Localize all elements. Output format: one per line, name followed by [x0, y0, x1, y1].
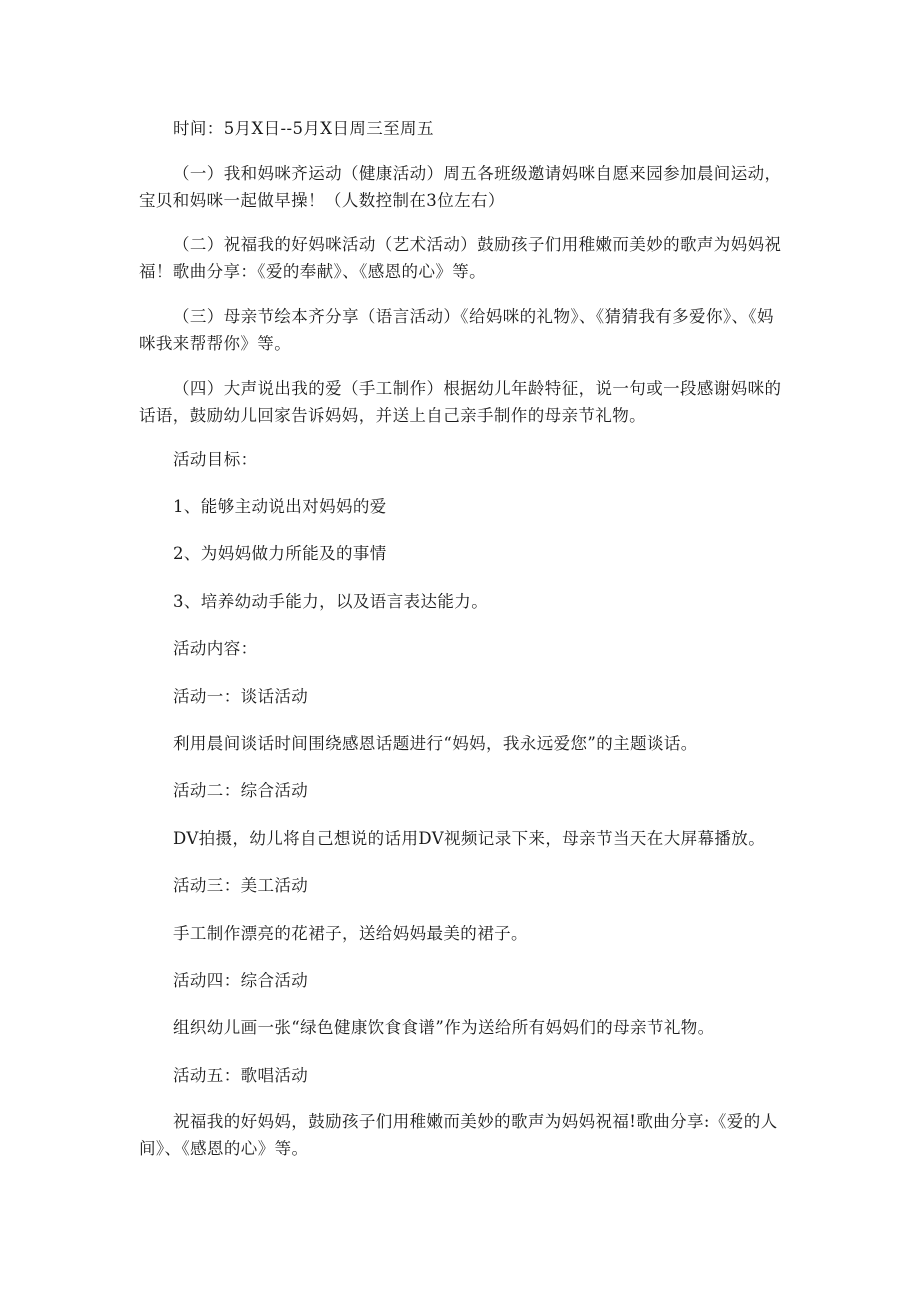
- activity-five-heading: 活动五：歌唱活动: [173, 1066, 309, 1085]
- activity-three-text: 手工制作漂亮的花裙子，送给妈妈最美的裙子。: [173, 924, 528, 943]
- content-heading: 活动内容：: [173, 639, 258, 658]
- activity-item-3: （三）母亲节绘本齐分享（语言活动）《给妈咪的礼物》、《猜猜我有多爱你》、《妈咪我来帮帮你》等。: [139, 307, 774, 353]
- time-line: 时间：5月X日--5月X日周三至周五: [173, 119, 434, 138]
- activity-one-text: 利用晨间谈话时间围绕感恩话题进行“妈妈，我永远爱您”的主题谈话。: [173, 734, 698, 753]
- activity-item-1: （一）我和妈咪齐运动（健康活动）周五各班级邀请妈咪自愿来园参加晨间运动，宝贝和妈咪一起做早操！（人数控制在3位左右）: [139, 164, 782, 210]
- goal-item-2: 2、为妈妈做力所能及的事情: [173, 544, 387, 563]
- activity-item-2: （二）祝福我的好妈咪活动（艺术活动）鼓励孩子们用稚嫩而美妙的歌声为妈妈祝福！歌曲分享：《爱的奉献》、《感恩的心》等。: [139, 235, 782, 281]
- activity-two-heading: 活动二：综合活动: [173, 781, 309, 800]
- goal-item-3: 3、培养幼动手能力，以及语言表达能力。: [173, 592, 489, 611]
- activity-five-text: 祝福我的好妈妈，鼓励孩子们用稚嫩而美妙的歌声为妈妈祝福!歌曲分享:《爱的人间》、《感恩的心》等。: [139, 1112, 778, 1158]
- activity-two-text: DV拍摄，幼儿将自己想说的话用DV视频记录下来，母亲节当天在大屏幕播放。: [173, 829, 766, 848]
- activity-four-text: 组织幼儿画一张“绿色健康饮食食谱”作为送给所有妈妈们的母亲节礼物。: [173, 1018, 715, 1037]
- goals-heading: 活动目标：: [173, 450, 258, 469]
- activity-four-heading: 活动四：综合活动: [173, 971, 309, 990]
- goal-item-1: 1、能够主动说出对妈妈的爱: [173, 497, 387, 516]
- activity-one-heading: 活动一：谈话活动: [173, 687, 309, 706]
- activity-item-4: （四）大声说出我的爱（手工制作）根据幼儿年龄特征，说一句或一段感谢妈咪的话语，鼓励幼儿回家告诉妈妈，并送上自己亲手制作的母亲节礼物。: [139, 379, 782, 425]
- activity-three-heading: 活动三：美工活动: [173, 876, 309, 895]
